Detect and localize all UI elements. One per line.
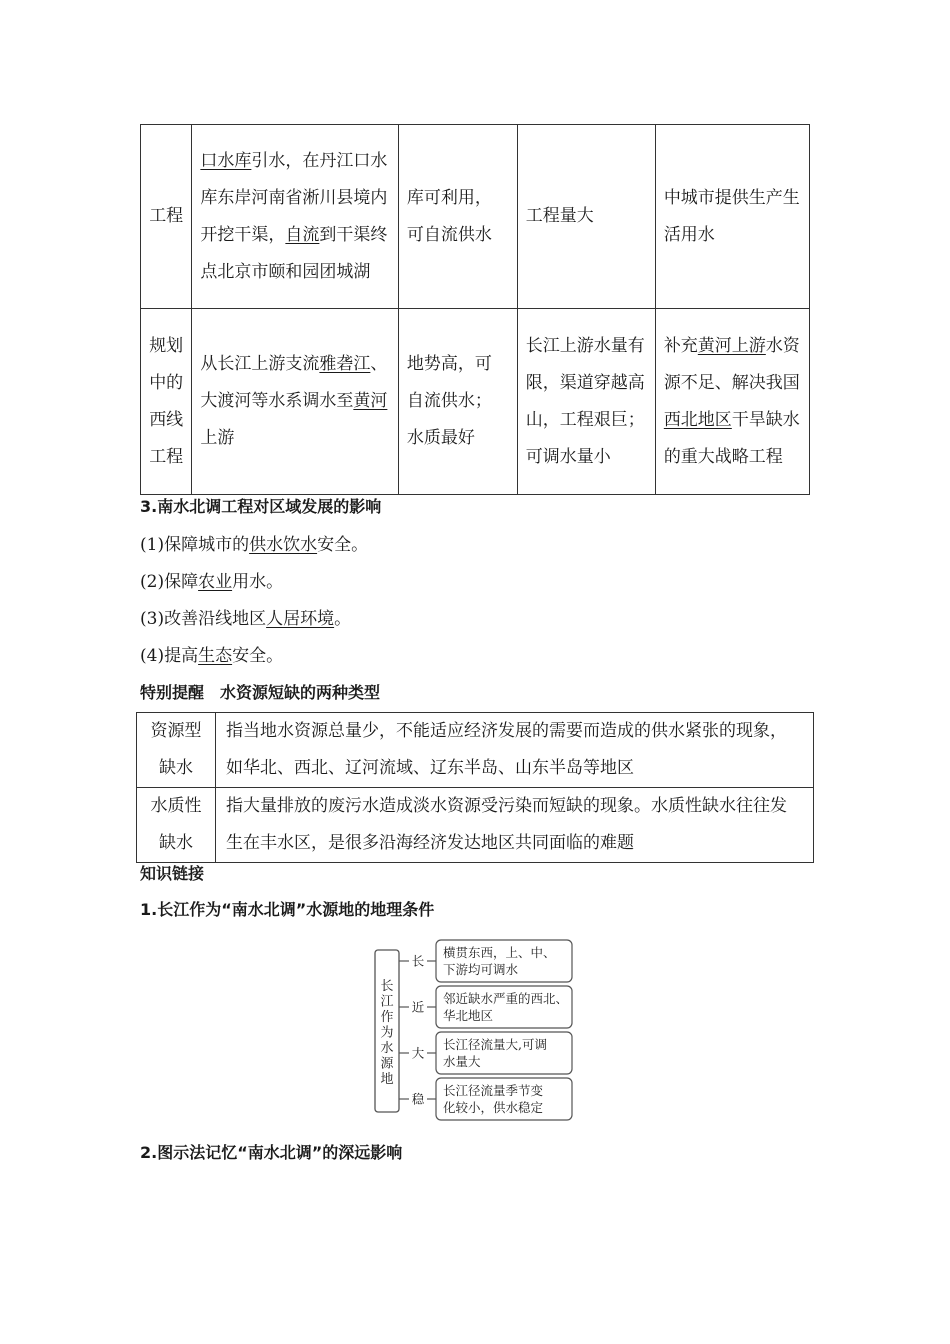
reminder-heading: 特别提醒 水资源短缺的两种类型 bbox=[140, 683, 381, 702]
text-span: 干旱缺水的重大战略工程 bbox=[663, 409, 800, 467]
branch-key: 大 bbox=[411, 1045, 425, 1061]
text-span: 中城市提供生产生活用水 bbox=[663, 187, 800, 245]
underlined-text: 口水库 bbox=[200, 150, 252, 171]
branch-text: 水量大 bbox=[443, 1054, 481, 1069]
text-span: 上游 bbox=[200, 428, 235, 448]
list-item: (1)保障城市的供水饮水安全。 bbox=[140, 535, 369, 555]
table-row bbox=[141, 309, 810, 495]
shortage-type-cell: 水质性缺水 bbox=[137, 788, 216, 863]
route-description-cell bbox=[192, 125, 399, 309]
branch-text: 化较小，供水稳定 bbox=[443, 1100, 544, 1115]
knowledge-item-2: 2.图示法记忆“南水北调”的深远影响 bbox=[140, 1143, 403, 1162]
underlined-text: 黄河上游 bbox=[697, 335, 766, 356]
disadvantage-cell: 长江上游水量有限，渠道穿越高山，工程艰巨；可调水量小 bbox=[517, 309, 655, 495]
underlined-text: 自流 bbox=[285, 224, 320, 245]
list-item: (2)保障农业用水。 bbox=[140, 572, 284, 592]
branch-key: 近 bbox=[411, 999, 425, 1015]
knowledge-heading: 知识链接 bbox=[140, 864, 205, 883]
knowledge-item-1: 1.长江作为“南水北调”水源地的地理条件 bbox=[140, 900, 435, 919]
effect-cell bbox=[655, 125, 809, 309]
water-source-diagram bbox=[370, 938, 580, 1124]
underlined-text: 雅砻江 bbox=[319, 354, 371, 374]
route-description-cell bbox=[192, 309, 399, 495]
underlined-text: 西北地区 bbox=[663, 409, 732, 430]
route-table bbox=[140, 124, 810, 495]
text-span: 引水，在丹江口水库东岸河南省淅川县境内开挖干渠， bbox=[200, 150, 388, 245]
root-label: 长江作为水源地 bbox=[380, 979, 394, 1087]
text-span: 补充 bbox=[663, 335, 698, 356]
branch-key: 长 bbox=[411, 953, 425, 969]
branch-key: 稳 bbox=[411, 1091, 425, 1107]
branch-text: 华北地区 bbox=[443, 1008, 494, 1023]
shortage-type-cell: 资源型缺水 bbox=[137, 713, 216, 788]
table-row bbox=[137, 713, 814, 788]
route-name-cell: 规划中的西线工程 bbox=[141, 309, 192, 495]
table-row bbox=[141, 125, 810, 309]
underlined-text: 黄河 bbox=[353, 391, 388, 411]
advantage-cell: 库可利用，可自流供水 bbox=[398, 125, 517, 309]
branch-text: 长江径流量大,可调 bbox=[443, 1037, 547, 1052]
disadvantage-cell: 工程量大 bbox=[517, 125, 655, 309]
shortage-table bbox=[136, 712, 814, 863]
advantage-cell: 地势高，可自流供水；水质最好 bbox=[398, 309, 517, 495]
text-span: 到干渠终点北京市颐和园团城湖 bbox=[200, 224, 388, 282]
branch-text: 横贯东西，上、中、 bbox=[443, 945, 556, 960]
branch-text: 长江径流量季节变 bbox=[443, 1083, 544, 1098]
text-span: 水资源不足、解决我国 bbox=[663, 335, 800, 393]
branch-text: 下游均可调水 bbox=[443, 962, 519, 977]
route-name-cell: 工程 bbox=[141, 125, 192, 309]
shortage-desc-cell: 指当地水资源总量少，不能适应经济发展的需要而造成的供水紧张的现象，如华北、西北、辽河流域、辽东半岛、山东半岛等地区 bbox=[216, 713, 814, 788]
branches bbox=[399, 940, 572, 1120]
section-heading: 3.南水北调工程对区域发展的影响 bbox=[140, 497, 382, 516]
shortage-desc-cell: 指大量排放的废污水造成淡水资源受污染而短缺的现象。水质性缺水往往发生在丰水区，是很多沿海经济发达地区共同面临的难题 bbox=[216, 788, 814, 863]
list-item: (4)提高生态安全。 bbox=[140, 646, 284, 666]
branch-text: 邻近缺水严重的西北、 bbox=[443, 991, 569, 1006]
list-item: (3)改善沿线地区人居环境。 bbox=[140, 609, 352, 629]
text-span: 从长江上游支流 bbox=[200, 354, 320, 374]
effect-cell bbox=[655, 309, 809, 495]
text-span: 、大渡河等水系调水至 bbox=[200, 354, 388, 411]
table-row bbox=[137, 788, 814, 863]
